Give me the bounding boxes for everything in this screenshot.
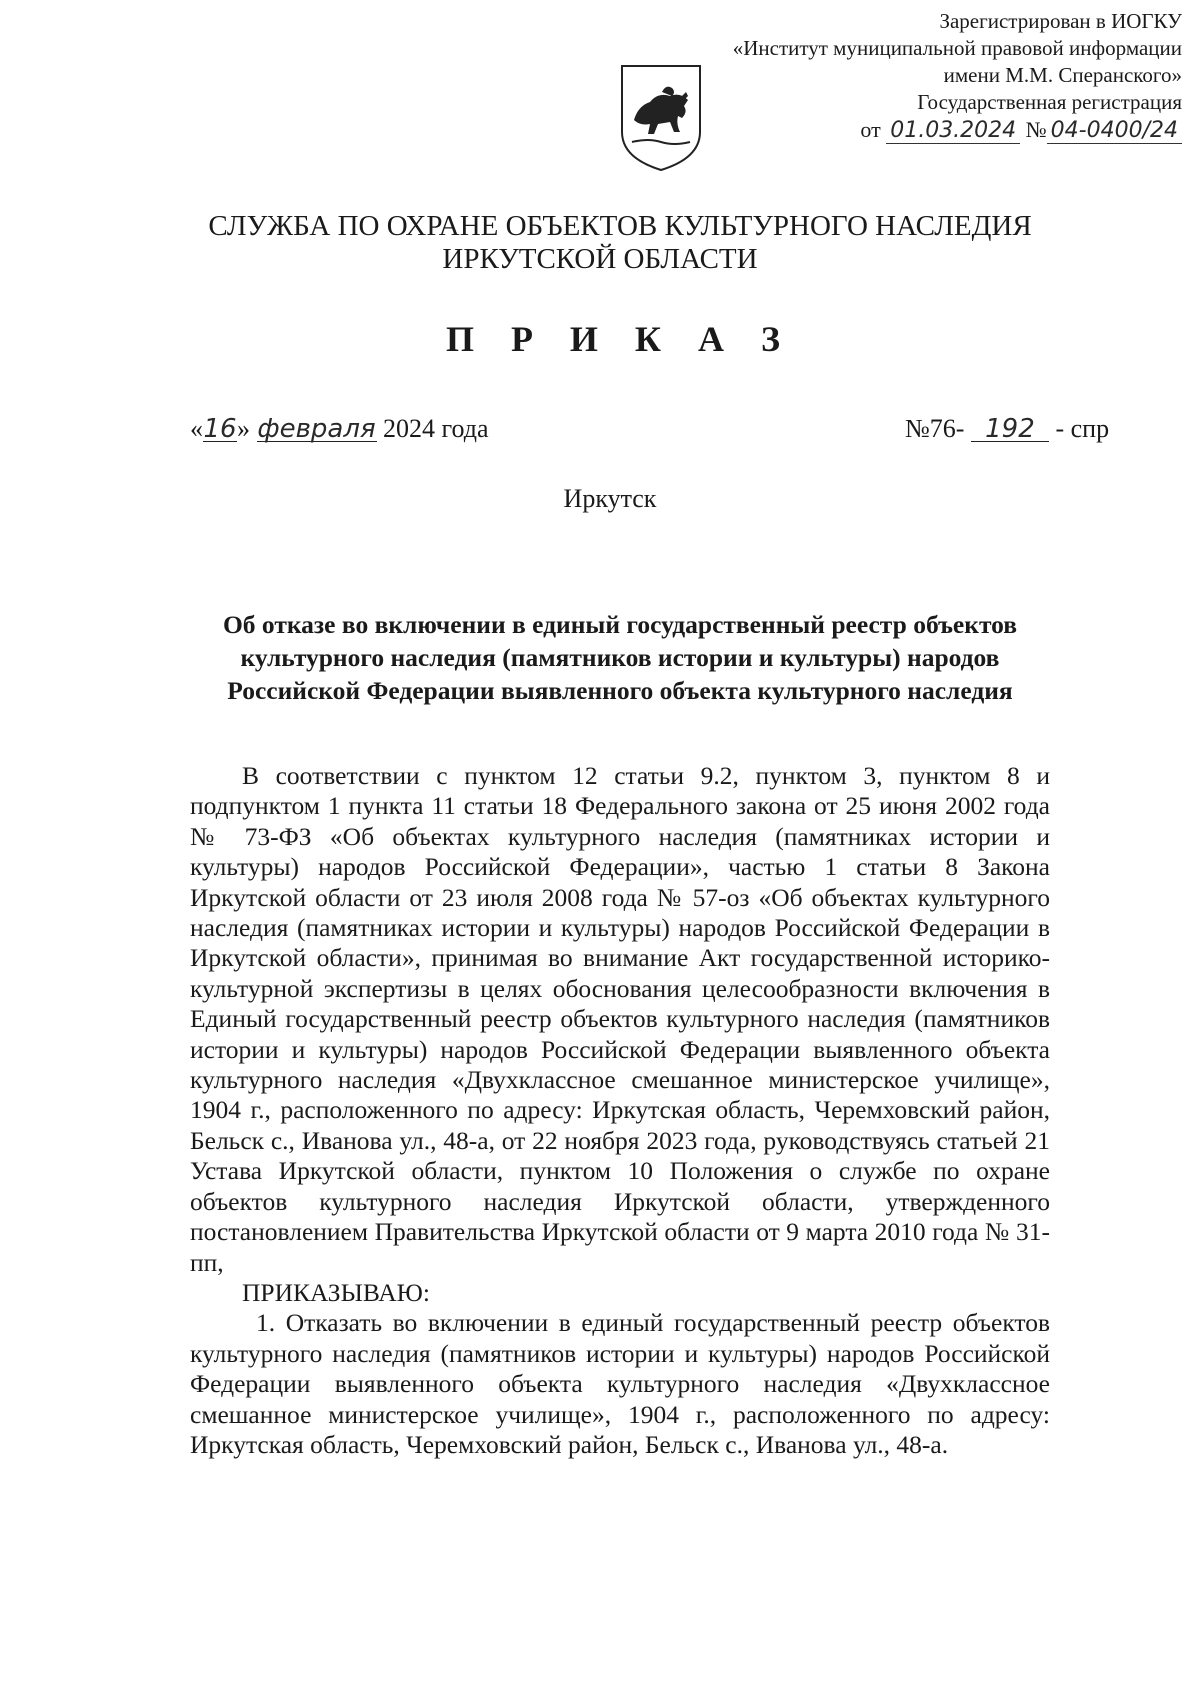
irkutsk-coat-of-arms-icon: [618, 62, 704, 174]
city-name: Иркутск: [563, 484, 657, 513]
order-number-prefix: №76-: [905, 414, 965, 443]
registration-line-2: «Институт муниципальной правовой информации: [732, 36, 1182, 60]
order-date: [190, 414, 489, 444]
date-open-quote: «: [190, 414, 203, 443]
registration-date-handwritten: 01.03.2024: [886, 119, 1020, 144]
order-subject-line-2: культурного наследия (памятников истории и культуры) народов: [240, 643, 1000, 672]
order-body: [190, 761, 1050, 1460]
registration-number-handwritten: 04-0400/24: [1047, 119, 1182, 144]
date-month-handwritten: февраля: [257, 414, 376, 444]
order-subject-line-1: Об отказе во включении в единый государственный реестр объектов: [222, 610, 1018, 639]
registration-line-5: [662, 116, 1182, 144]
registration-line-3: имени М.М. Сперанского»: [943, 63, 1182, 87]
document-type-title: П Р И К А З: [445, 319, 795, 359]
date-close-quote: »: [237, 414, 250, 443]
order-number: [905, 414, 1109, 444]
agency-name-line-1: СЛУЖБА ПО ОХРАНЕ ОБЪЕКТОВ КУЛЬТУРНОГО НАСЛЕДИЯ: [208, 210, 1032, 242]
agency-name: [0, 210, 1200, 276]
order-number-handwritten: 192: [971, 417, 1049, 442]
registration-line-1: Зарегистрирован в ИОГКУ: [939, 9, 1182, 33]
order-number-suffix: - спр: [1055, 414, 1110, 443]
directive-word: ПРИКАЗЫВАЮ:: [242, 1277, 430, 1307]
registration-line-4: Государственная регистрация: [917, 90, 1182, 114]
order-item-1: 1. Отказать во включении в единый государственный реестр объектов культурного наследия (памятников истории и культуры) народов Российской Федерации выявленного объекта культурного наследия «Двухклассное смешанное министерское училище», 1904 г., расположенного по адресу: Иркутская область, Черемховский район, Бельск с., Иванова ул., 48-а.: [190, 1308, 1050, 1459]
registration-stamp: [662, 8, 1182, 144]
agency-name-line-2: ИРКУТСКОЙ ОБЛАСТИ: [442, 243, 758, 275]
date-year: 2024 года: [383, 414, 489, 443]
date-day-handwritten: 16: [203, 414, 237, 444]
registration-from-label: от: [860, 117, 881, 142]
registration-number-label: №: [1025, 117, 1047, 142]
order-subject-line-3: Российской Федерации выявленного объекта культурного наследия: [227, 676, 1013, 705]
order-subject: [190, 608, 1050, 707]
preamble-paragraph: В соответствии с пунктом 12 статьи 9.2, пунктом 3, пунктом 8 и подпунктом 1 пункта 11 статьи 18 Федерального закона от 25 июня 2002 года № 73-ФЗ «Об объектах культурного наследия (памятниках истории и культуры) народов Российской Федерации», частью 1 статьи 8 Закона Иркутской области от 23 июля 2008 года № 57-оз «Об объектах культурного наследия (памятниках истории и культуры) народов Российской Федерации в Иркутской области», принимая во внимание Акт государственной историко-культурной экспертизы в целях обоснования целесообразности включения в Единый государственный реестр объектов культурного наследия (памятников истории и культуры) народов Российской Федерации выявленного объекта культурного наследия «Двухклассное смешанное министерское училище», 1904 г., расположенного по адресу: Иркутская область, Черемховский район, Бельск с., Иванова ул., 48-а, от 22 ноября 2023 года, руководствуясь статьей 21 Устава Иркутской области, пунктом 10 Положения о службе по охране объектов культурного наследия Иркутской области, утвержденного постановлением Правительства Иркутской области от 9 марта 2010 года № 31-пп,: [190, 761, 1050, 1277]
